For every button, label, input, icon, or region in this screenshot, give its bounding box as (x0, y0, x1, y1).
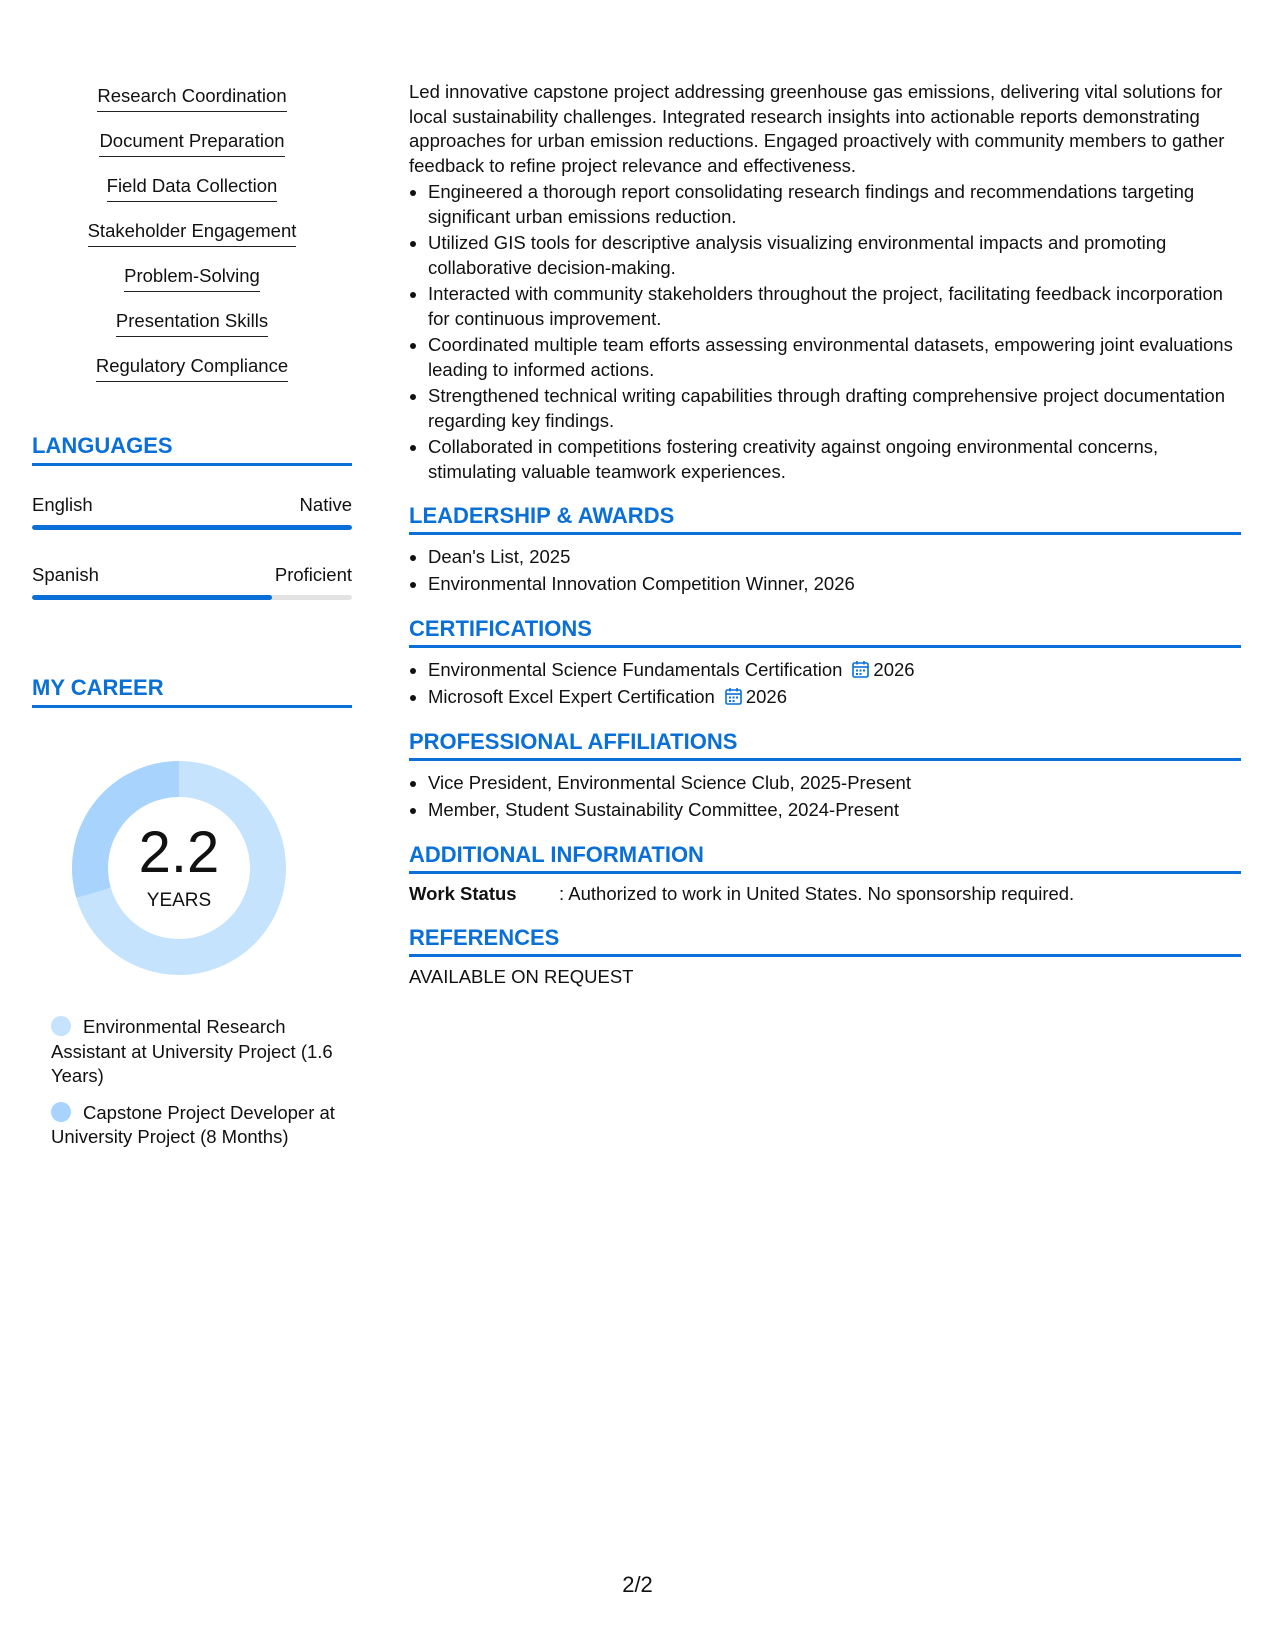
additional-info-heading: ADDITIONAL INFORMATION (409, 841, 1241, 874)
certifications-heading: CERTIFICATIONS (409, 615, 1241, 648)
skill-label: Field Data Collection (107, 174, 278, 202)
right-column (409, 80, 1241, 989)
skill-label: Problem-Solving (124, 264, 260, 292)
project-bullets (409, 180, 1241, 484)
skill-item (32, 219, 352, 264)
leadership-list (409, 543, 1241, 597)
project-bullet: • Coordinated multiple team efforts assessing environmental datasets, empowering joint evaluations leading to informed actions. (428, 333, 1241, 382)
leadership-item: • Dean's List, 2025 (428, 543, 1241, 570)
career-legend-item (51, 1015, 341, 1089)
project-summary: Led innovative capstone project addressing greenhouse gas emissions, delivering vital solutions for local sustainability challenges. Integrated research insights into actionable reports demonstrating approaches for urban emission reductions. Engaged proactively with community members to gather feedback to refine project relevance and effectiveness. (409, 81, 1225, 176)
calendar-icon (725, 687, 742, 705)
certification-name: Environmental Science Fundamentals Certification (428, 659, 843, 680)
affiliations-heading: PROFESSIONAL AFFILIATIONS (409, 728, 1241, 761)
affiliations-list (409, 769, 1241, 823)
certification-year: 2026 (745, 686, 787, 707)
career-legend-label: Environmental Research Assistant at University Project (1.6 Years) (51, 1016, 333, 1086)
certification-year: 2026 (873, 659, 915, 680)
language-level: Proficient (274, 564, 352, 585)
certification-item (428, 683, 1241, 710)
career-total-unit: YEARS (146, 890, 212, 911)
project-bullet: • Engineered a thorough report consolidating research findings and recommendations targeting significant urban emissions reduction. (428, 180, 1241, 229)
skill-item (32, 174, 352, 219)
certification-item (428, 656, 1241, 683)
skill-item (32, 264, 352, 309)
language-bar (32, 525, 352, 530)
project-bullet: • Strengthened technical writing capabilities through drafting comprehensive project documentation regarding key findings. (428, 384, 1241, 433)
language-bar-fill (32, 595, 272, 600)
language-bar-fill (32, 525, 352, 530)
skill-label: Research Coordination (97, 84, 286, 112)
career-legend-item (51, 1101, 341, 1150)
skill-item (32, 354, 352, 399)
project-bullet: • Collaborated in competitions fostering creativity against ongoing environmental concerns, stimulating valuable teamwork experiences. (428, 435, 1241, 484)
project-bullet: • Utilized GIS tools for descriptive analysis visualizing environmental impacts and promoting collaborative decision-making. (428, 231, 1241, 280)
career-total-years: 2.2 (138, 820, 220, 885)
career-heading: MY CAREER (32, 674, 352, 708)
skill-label: Document Preparation (99, 129, 284, 157)
career-legend-label: Capstone Project Developer at University Project (8 Months) (51, 1101, 335, 1147)
skill-label: Stakeholder Engagement (88, 219, 297, 247)
career-legend (51, 1015, 341, 1162)
project-bullet: • Interacted with community stakeholders throughout the project, facilitating feedback incorporation for continuous improvement. (428, 282, 1241, 331)
page-number: 2/2 (622, 1572, 653, 1597)
skill-label: Presentation Skills (116, 309, 268, 337)
skills-list (32, 84, 352, 399)
language-name: Spanish (32, 564, 99, 585)
work-status-value: : Authorized to work in United States. No sponsorship required. (559, 883, 1075, 904)
references-text: AVAILABLE ON REQUEST (409, 966, 634, 987)
language-bar (32, 595, 352, 600)
calendar-icon (852, 660, 869, 678)
language-level: Native (299, 494, 352, 515)
references-heading: REFERENCES (409, 924, 1241, 957)
language-name: English (32, 494, 93, 515)
skill-label: Regulatory Compliance (96, 354, 288, 382)
leadership-item: • Environmental Innovation Competition Winner, 2026 (428, 570, 1241, 597)
certification-name: Microsoft Excel Expert Certification (428, 686, 715, 707)
skill-item (32, 129, 352, 174)
leadership-heading: LEADERSHIP & AWARDS (409, 502, 1241, 535)
legend-dot-icon (51, 1016, 71, 1036)
certifications-list (409, 656, 1241, 710)
affiliation-item: • Member, Student Sustainability Committee, 2024-Present (428, 796, 1241, 823)
skill-item (32, 84, 352, 129)
work-status-row (409, 882, 1241, 906)
skill-item (32, 309, 352, 354)
work-status-label: Work Status (409, 883, 517, 904)
affiliation-item: • Vice President, Environmental Science Club, 2025-Present (428, 769, 1241, 796)
languages-heading: LANGUAGES (32, 432, 352, 466)
legend-dot-icon (51, 1102, 71, 1122)
